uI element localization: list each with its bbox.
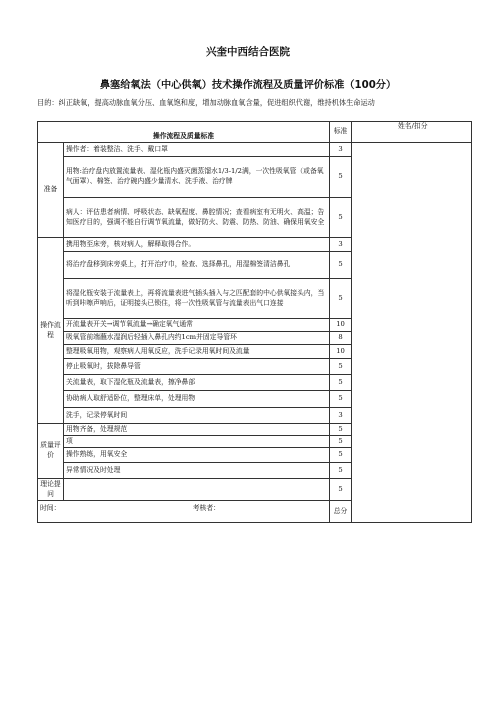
item-text: 操作者：着装整洁、洗手、戴口罩 <box>64 143 330 157</box>
footer-cell <box>38 501 330 523</box>
item-text: 停止吸氧时，拔除鼻导管 <box>64 359 330 375</box>
item-text: 洗手，记录停氧时间 <box>64 408 330 424</box>
item-text: 整理吸氧用物，观察病人用氧反应，洗手记录用氧时间及流量 <box>64 345 330 359</box>
item-text: 项 <box>64 436 330 448</box>
category-process: 操作流程 <box>38 238 64 424</box>
item-text: 用物齐备，处理规范 <box>64 424 330 436</box>
item-score: 5 <box>330 424 352 436</box>
item-text: 吸氧管前端蘸水湿润后轻插入鼻孔内约1cm并固定导管环 <box>64 332 330 345</box>
item-score: 10 <box>330 345 352 359</box>
header-procedure: 操作流程及质量标准 <box>38 122 330 143</box>
category-quality: 质量评价 <box>38 424 64 479</box>
table-header-row <box>38 122 472 143</box>
item-text: 用物:治疗盘内放置流量表、湿化瓶内盛灭菌蒸馏水1/3-1/2满，一次性吸氧管（或备氧气面罩）、棉签、治疗碗内盛少量清水、洗手液、治疗牌 <box>64 157 330 198</box>
document-title: 鼻塞给氧法（中心供氧）技术操作流程及质量评价标准（100分） <box>99 80 397 91</box>
item-score: 3 <box>330 408 352 424</box>
item-text <box>64 479 330 501</box>
item-score: 10 <box>330 319 352 332</box>
footer-time-label: 时间： <box>40 504 61 512</box>
item-score: 5 <box>330 436 352 448</box>
header-name-deduction: 姓名/扣分 <box>352 122 472 143</box>
item-score: 5 <box>330 391 352 408</box>
item-text: 将治疗盘移到床旁桌上，打开治疗巾，检查、选择鼻孔，用湿棉签清洁鼻孔 <box>64 252 330 279</box>
item-text: 关流量表，取下湿化瓶及流量表，擦净鼻部 <box>64 375 330 391</box>
item-text: 操作熟练，用氧安全 <box>64 448 330 463</box>
purpose-text: 目的：纠正缺氧，提高动脉血氧分压、血氧饱和度，增加动脉血氧含量，促进组织代谢，维持机体生命运动 <box>37 98 375 107</box>
item-score: 5 <box>330 157 352 198</box>
item-score: 3 <box>330 238 352 252</box>
item-score: 5 <box>330 375 352 391</box>
item-score: 5 <box>330 463 352 479</box>
item-score: 5 <box>330 198 352 238</box>
item-text: 携用物至床旁，核对病人，解释取得合作。 <box>64 238 330 252</box>
category-theory: 理论提问 <box>38 479 64 501</box>
item-text: 将湿化瓶安装于流量表上，再将流量表进气插头插入与之匹配套的中心供氧接头内，当听到咔嚓声响后，证明接头已锁住，将一次性吸氧管与流量表出气口连接 <box>64 279 330 319</box>
item-score: 3 <box>330 143 352 157</box>
header-standard: 标准 <box>330 122 352 143</box>
item-score: 5 <box>330 359 352 375</box>
item-score: 5 <box>330 479 352 501</box>
evaluation-table <box>37 121 472 523</box>
footer-total-label: 总分 <box>330 501 352 523</box>
item-score: 5 <box>330 252 352 279</box>
item-score: 5 <box>330 279 352 319</box>
table-row <box>38 143 472 157</box>
hospital-name: 兴奎中西结合医院 <box>206 46 290 58</box>
item-score: 8 <box>330 332 352 345</box>
item-text: 病人：评估患者病情、呼吸状态、缺氧程度、鼻腔情况；查看病室有无明火、高温；告知医疗目的，强调不能自行调节氧流量，做好防火、防震、防热、防油、确保用氧安全 <box>64 198 330 238</box>
item-score: 5 <box>330 448 352 463</box>
name-deduction-column <box>352 143 472 523</box>
category-prep: 准备 <box>38 143 64 238</box>
item-text: 开流量表开关→调节氧流量→确定氧气通常 <box>64 319 330 332</box>
item-text: 协助病人取舒适卧位，整理床单，处理用物 <box>64 391 330 408</box>
footer-examiner-label: 考核者： <box>192 504 220 512</box>
item-text: 异常情况及时处理 <box>64 463 330 479</box>
